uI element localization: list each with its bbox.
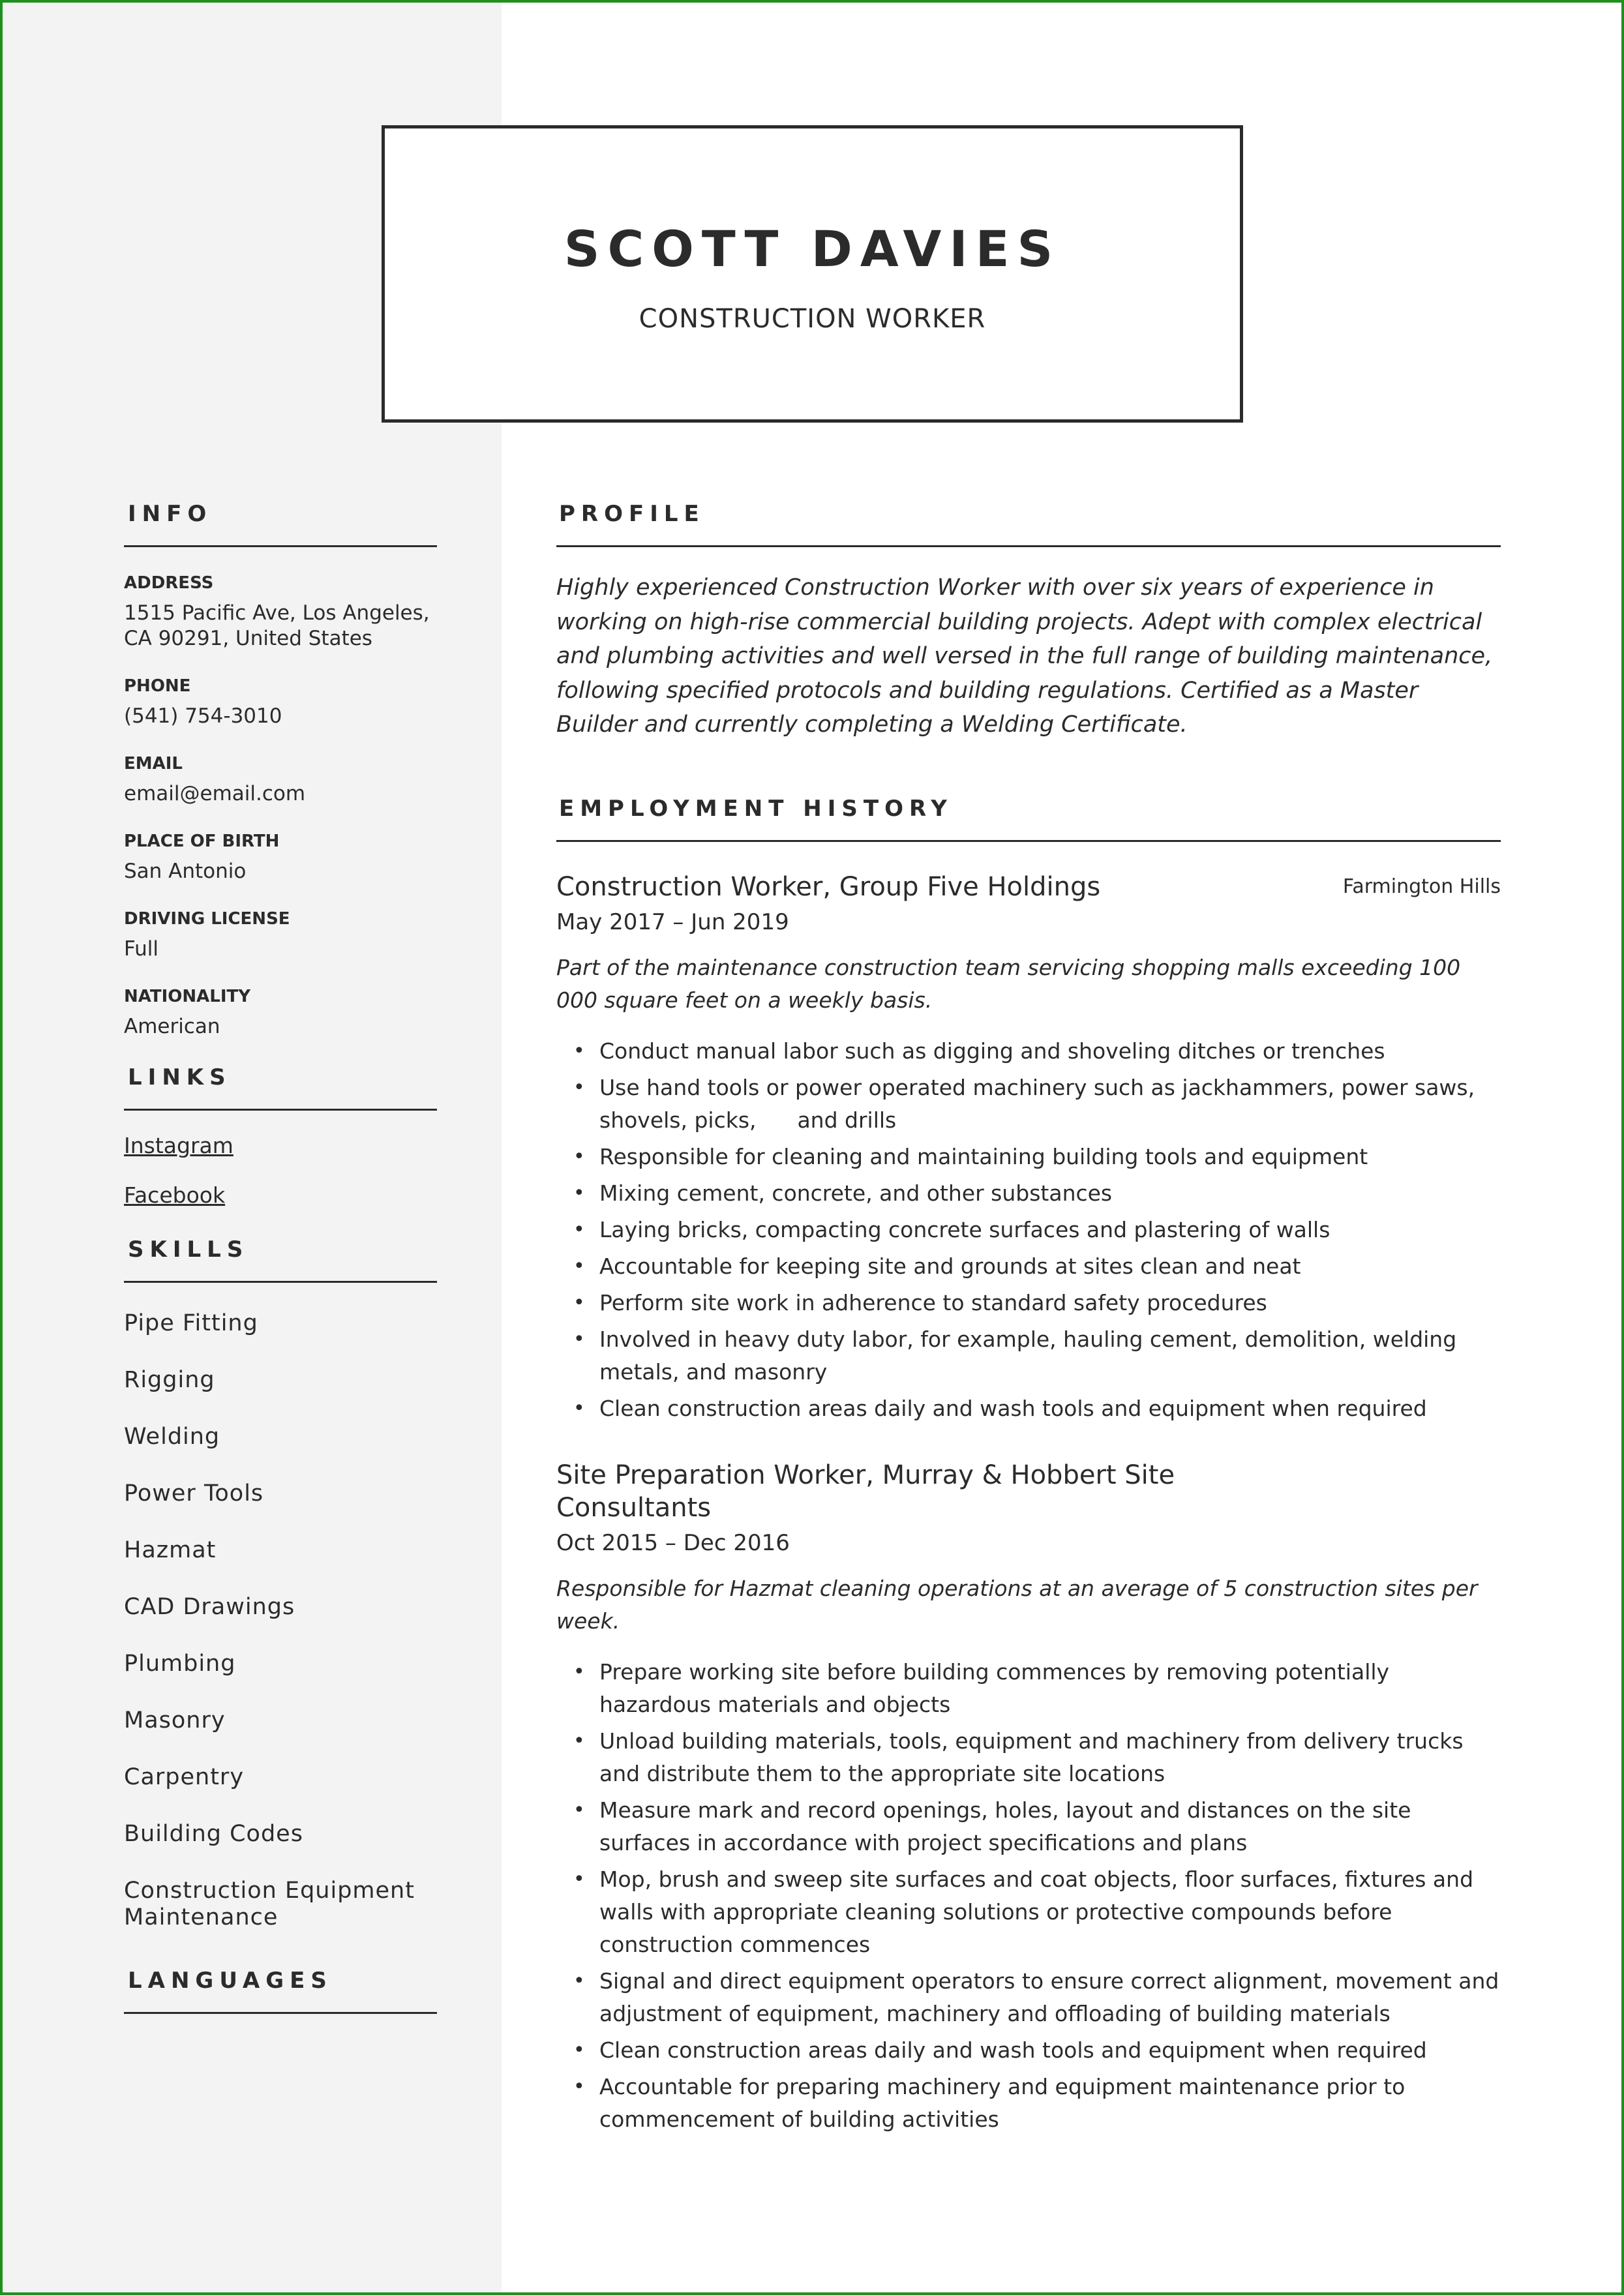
- skills-heading: SKILLS: [124, 1237, 437, 1283]
- job-bullet: • Unload building materials, tools, equipment and machinery from delivery trucks and distribute them to the appropriate site locations: [556, 1725, 1501, 1790]
- employment-section: [556, 796, 1501, 2136]
- info-label: NATIONALITY: [124, 987, 251, 1006]
- job-dates: Oct 2015 – Dec 2016: [556, 1529, 790, 1556]
- job-title: Site Preparation Worker, Murray & Hobbert Site Consultants: [556, 1460, 1175, 1523]
- job-title: Construction Worker, Group Five Holdings: [556, 871, 1101, 902]
- job-bullet: • Clean construction areas daily and wash tools and equipment when required: [556, 2034, 1501, 2067]
- job-bullet: • Responsible for cleaning and maintaining building tools and equipment: [556, 1141, 1501, 1173]
- job-header: [556, 871, 1501, 903]
- job-entry: [556, 871, 1501, 1425]
- job-bullet: • Measure mark and record openings, holes, layout and distances on the site surfaces in accordance with project specifications and plans: [556, 1794, 1501, 1859]
- job-bullet: • Prepare working site before building commences by removing potentially hazardous materials and objects: [556, 1656, 1501, 1721]
- skill-item: Plumbing: [124, 1651, 236, 1677]
- info-item-email: [124, 754, 437, 807]
- name-header-box: [382, 125, 1243, 423]
- skill-item: Hazmat: [124, 1537, 217, 1563]
- skill-item: Rigging: [124, 1367, 215, 1393]
- info-item-driving-license: [124, 909, 437, 962]
- info-value: San Antonio: [124, 860, 247, 883]
- languages-section: [124, 1968, 437, 2014]
- skill-item: CAD Drawings: [124, 1594, 295, 1620]
- job-description: Responsible for Hazmat cleaning operations at an average of 5 construction sites per week.: [556, 1575, 1478, 1634]
- employment-heading: EMPLOYMENT HISTORY: [556, 796, 1501, 842]
- info-list: [124, 573, 437, 1040]
- skill-item: Carpentry: [124, 1764, 245, 1790]
- instagram-link[interactable]: Instagram: [124, 1133, 233, 1158]
- skills-section: [124, 1237, 437, 1931]
- links-heading: LINKS: [124, 1064, 437, 1111]
- info-value: 1515 Pacific Ave, Los Angeles, CA 90291, United States: [124, 601, 430, 650]
- info-heading: INFO: [124, 501, 437, 547]
- skill-item: Building Codes: [124, 1821, 303, 1847]
- info-item-address: [124, 573, 437, 652]
- skill-item: Pipe Fitting: [124, 1310, 258, 1336]
- job-bullet: • Mixing cement, concrete, and other substances: [556, 1177, 1501, 1210]
- job-location: Farmington Hills: [1342, 875, 1501, 898]
- job-bullet: • Use hand tools or power operated machinery such as jackhammers, power saws, shovels, picks, and drills: [556, 1072, 1501, 1137]
- info-item-phone: [124, 676, 437, 729]
- info-value: email@email.com: [124, 782, 306, 805]
- info-item-nationality: [124, 987, 437, 1040]
- info-label: PHONE: [124, 676, 191, 696]
- info-value: Full: [124, 937, 159, 961]
- skill-item: Power Tools: [124, 1480, 264, 1507]
- info-item-place-of-birth: [124, 832, 437, 884]
- languages-heading: LANGUAGES: [124, 1968, 437, 2014]
- info-section: [124, 501, 437, 1040]
- job-bullet: • Involved in heavy duty labor, for example, hauling cement, demolition, welding metals, and masonry: [556, 1323, 1501, 1388]
- info-label: DRIVING LICENSE: [124, 909, 290, 929]
- links-section: [124, 1064, 437, 1208]
- job-entry: [556, 1459, 1501, 2136]
- skill-list: [124, 1310, 437, 1931]
- profile-text: Highly experienced Construction Worker with over six years of experience in working on high-rise commercial building projects. Adept with complex electrical and plumbing activities and well versed in the full range of building maintenance, following specified protocols and building regulations. Certified as a Master Builder and currently completing a Welding Certificate.: [556, 575, 1493, 738]
- info-label: ADDRESS: [124, 573, 214, 593]
- skill-item: Construction Equipment Maintenance: [124, 1878, 415, 1930]
- info-value: American: [124, 1015, 220, 1038]
- facebook-link[interactable]: Facebook: [124, 1182, 226, 1208]
- profile-heading: PROFILE: [556, 501, 1501, 547]
- candidate-title: CONSTRUCTION WORKER: [639, 304, 986, 334]
- job-bullet: • Conduct manual labor such as digging and shoveling ditches or trenches: [556, 1035, 1501, 1068]
- job-bullet: • Perform site work in adherence to standard safety procedures: [556, 1287, 1501, 1319]
- candidate-name: SCOTT DAVIES: [564, 220, 1061, 278]
- skill-item: Welding: [124, 1424, 220, 1450]
- job-bullet: • Mop, brush and sweep site surfaces and coat objects, floor surfaces, fixtures and walls with appropriate cleaning solutions or protective compounds before construction commences: [556, 1863, 1501, 1961]
- sidebar: [124, 501, 437, 2014]
- job-dates: May 2017 – Jun 2019: [556, 908, 789, 935]
- job-description: Part of the maintenance construction team servicing shopping malls exceeding 100 000 square feet on a weekly basis.: [556, 954, 1461, 1013]
- link-list: [124, 1133, 437, 1208]
- job-bullet: • Accountable for preparing machinery and equipment maintenance prior to commencement of building activities: [556, 2071, 1501, 2136]
- info-value: (541) 754-3010: [124, 704, 282, 728]
- info-label: PLACE OF BIRTH: [124, 832, 280, 851]
- job-bullet-list: [556, 1035, 1501, 1425]
- job-bullet: • Accountable for keeping site and grounds at sites clean and neat: [556, 1250, 1501, 1283]
- job-header: [556, 1459, 1501, 1524]
- job-bullet: • Signal and direct equipment operators to ensure correct alignment, movement and adjustment of equipment, machinery and offloading of building materials: [556, 1965, 1501, 2030]
- job-bullet: • Laying bricks, compacting concrete surfaces and plastering of walls: [556, 1214, 1501, 1246]
- info-label: EMAIL: [124, 754, 183, 773]
- job-bullet: • Clean construction areas daily and wash tools and equipment when required: [556, 1392, 1501, 1425]
- job-bullet-list: [556, 1656, 1501, 2136]
- profile-section: [556, 501, 1501, 742]
- main-content: [556, 501, 1501, 2140]
- skill-item: Masonry: [124, 1707, 226, 1733]
